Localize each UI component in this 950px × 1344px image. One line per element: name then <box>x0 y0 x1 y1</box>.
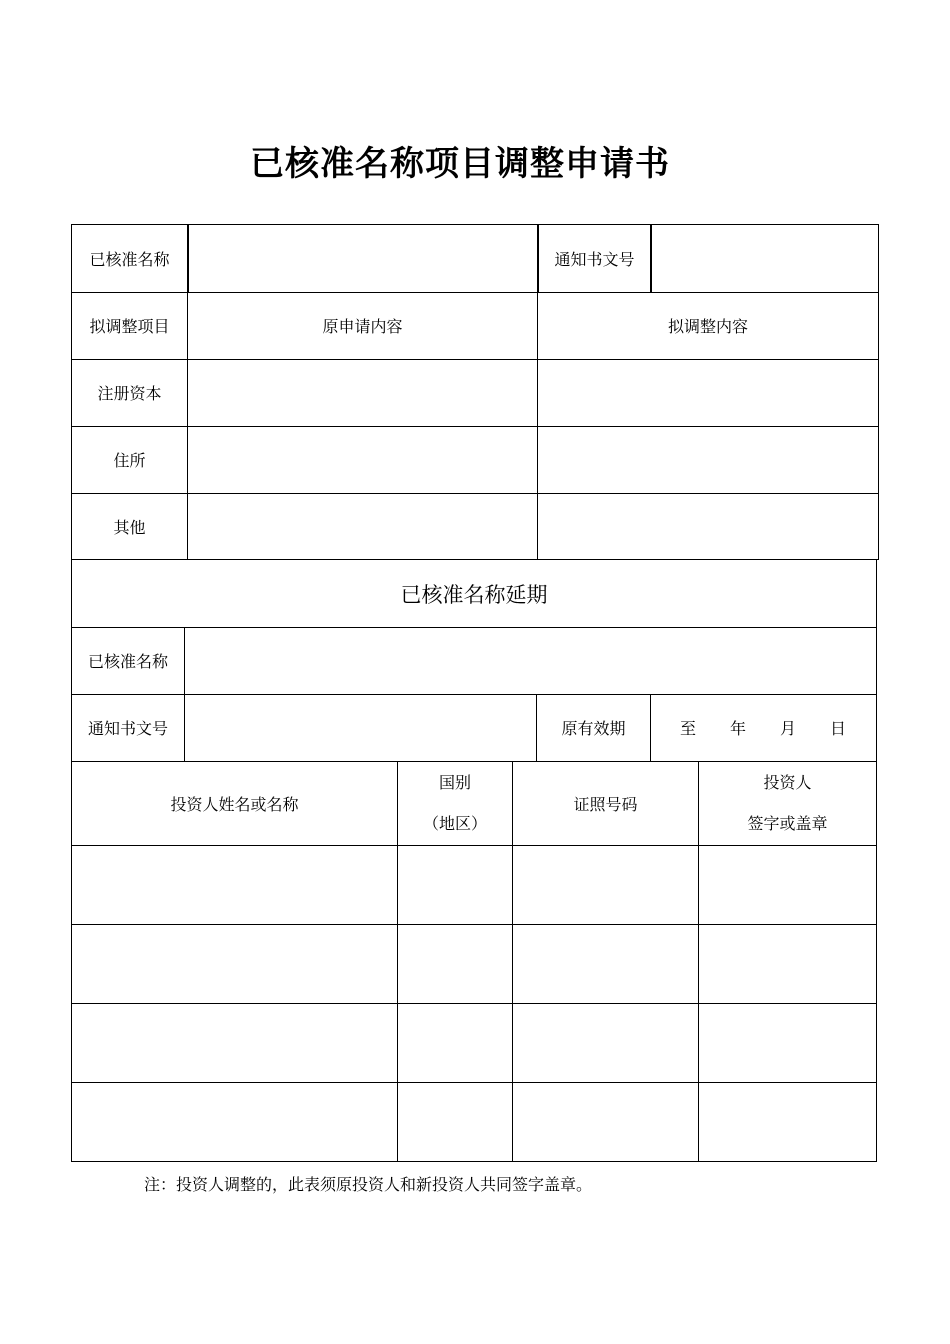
investor-country-field[interactable] <box>398 846 512 924</box>
signature-header-line2: 签字或盖章 <box>747 814 828 833</box>
notice-no-label: 通知书文号 <box>554 250 635 269</box>
approved-name-label: 已核准名称 <box>89 250 170 269</box>
validity-label: 原有效期 <box>561 719 626 738</box>
id-number-header: 证照号码 <box>573 794 638 814</box>
other-adjusted-field[interactable] <box>538 493 878 560</box>
ext-notice-no-field[interactable] <box>185 694 536 761</box>
ext-approved-name-field[interactable] <box>185 627 876 694</box>
adjusted-content-header: 拟调整内容 <box>667 317 748 336</box>
extension-section-title: 已核准名称延期 <box>400 582 548 607</box>
validity-year-text: 年 <box>730 719 747 738</box>
validity-day-text: 日 <box>830 719 847 738</box>
investor-country-field[interactable] <box>398 1004 512 1082</box>
investor-id-field[interactable] <box>513 846 698 924</box>
investor-country-field[interactable] <box>398 1083 512 1161</box>
adjust-item-label: 拟调整项目 <box>89 317 170 336</box>
investor-id-field[interactable] <box>513 1004 698 1082</box>
notice-no-field[interactable] <box>652 225 878 292</box>
ext-notice-no-label: 通知书文号 <box>87 719 168 738</box>
investor-name-field[interactable] <box>72 846 397 924</box>
address-label: 住所 <box>113 451 146 470</box>
validity-to-text: 至 <box>680 719 697 738</box>
footnote: 注：投资人调整的，此表须原投资人和新投资人共同签字盖章。 <box>144 1175 593 1194</box>
investor-sign-field[interactable] <box>699 925 876 1003</box>
investor-id-field[interactable] <box>513 1083 698 1161</box>
validity-date-field[interactable] <box>651 694 876 761</box>
investor-sign-field[interactable] <box>699 1083 876 1161</box>
country-header-line1: 国别 <box>438 773 471 792</box>
signature-header <box>699 761 876 845</box>
validity-month-text: 月 <box>780 719 797 738</box>
investor-name-field[interactable] <box>72 1083 397 1161</box>
address-original-field[interactable] <box>188 426 537 493</box>
signature-header-line1: 投资人 <box>763 773 812 792</box>
page-title: 已核准名称项目调整申请书 <box>250 144 670 184</box>
investor-name-field[interactable] <box>72 1004 397 1082</box>
address-adjusted-field[interactable] <box>538 426 878 493</box>
investor-name-header: 投资人姓名或名称 <box>170 794 299 814</box>
investor-sign-field[interactable] <box>699 846 876 924</box>
country-header <box>398 761 512 845</box>
registered-capital-original-field[interactable] <box>188 359 537 426</box>
country-header-line2: （地区） <box>422 814 487 833</box>
approved-name-field[interactable] <box>189 225 537 292</box>
investor-name-field[interactable] <box>72 925 397 1003</box>
investor-id-field[interactable] <box>513 925 698 1003</box>
other-label: 其他 <box>113 518 146 537</box>
registered-capital-adjusted-field[interactable] <box>538 359 878 426</box>
original-content-header: 原申请内容 <box>322 317 403 336</box>
investor-sign-field[interactable] <box>699 1004 876 1082</box>
registered-capital-label: 注册资本 <box>97 384 162 403</box>
investor-country-field[interactable] <box>398 925 512 1003</box>
other-original-field[interactable] <box>188 493 537 560</box>
extension-table <box>71 559 877 1162</box>
adjustment-table <box>71 224 879 560</box>
ext-approved-name-label: 已核准名称 <box>87 652 168 671</box>
